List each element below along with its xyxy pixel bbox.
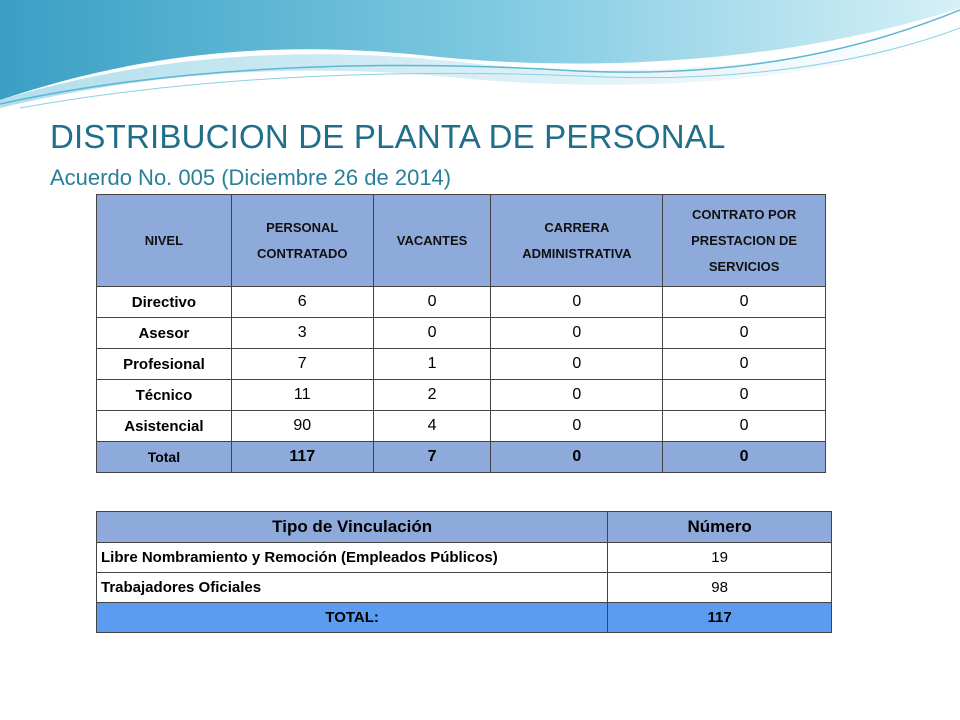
table-total-row	[97, 603, 832, 633]
table-row	[97, 318, 826, 349]
cell-value: 0	[491, 349, 663, 380]
cell-value: 19	[608, 543, 832, 573]
header-vacantes: VACANTES	[373, 195, 491, 287]
cell-value: 0	[663, 411, 826, 442]
header-tipo-vinculacion: Tipo de Vinculación	[97, 512, 608, 543]
table-row	[97, 543, 832, 573]
total-value: 117	[608, 603, 832, 633]
table-total-row	[97, 442, 826, 473]
row-label: Técnico	[97, 380, 232, 411]
header-personal-contratado: PERSONAL CONTRATADO	[231, 195, 373, 287]
cell-value: 0	[491, 411, 663, 442]
header-numero: Número	[608, 512, 832, 543]
total-label: TOTAL:	[97, 603, 608, 633]
row-label: Directivo	[97, 287, 232, 318]
personnel-distribution-table	[96, 194, 826, 473]
table-row	[97, 287, 826, 318]
cell-value: 0	[373, 318, 491, 349]
cell-value: 0	[373, 287, 491, 318]
row-label: Trabajadores Oficiales	[97, 573, 608, 603]
table-row	[97, 380, 826, 411]
decorative-waves	[0, 0, 960, 120]
header-contrato-prestacion: CONTRATO POR PRESTACION DE SERVICIOS	[663, 195, 826, 287]
vinculacion-table	[96, 511, 832, 633]
total-value: 0	[491, 442, 663, 473]
page-subtitle: Acuerdo No. 005 (Diciembre 26 de 2014)	[50, 165, 452, 190]
table-row	[97, 349, 826, 380]
cell-value: 3	[231, 318, 373, 349]
cell-value: 98	[608, 573, 832, 603]
cell-value: 0	[663, 287, 826, 318]
cell-value: 0	[491, 287, 663, 318]
cell-value: 7	[231, 349, 373, 380]
header-carrera-administrativa: CARRERA ADMINISTRATIVA	[491, 195, 663, 287]
cell-value: 0	[663, 380, 826, 411]
total-value: 7	[373, 442, 491, 473]
total-label: Total	[97, 442, 232, 473]
row-label: Asistencial	[97, 411, 232, 442]
table-header-row	[97, 512, 832, 543]
cell-value: 0	[491, 318, 663, 349]
table-row	[97, 411, 826, 442]
table-header-row	[97, 195, 826, 287]
row-label: Asesor	[97, 318, 232, 349]
cell-value: 6	[231, 287, 373, 318]
page-title: DISTRIBUCION DE PLANTA DE PERSONAL	[50, 118, 726, 155]
cell-value: 2	[373, 380, 491, 411]
header-nivel: NIVEL	[97, 195, 232, 287]
row-label: Libre Nombramiento y Remoción (Empleados Públicos)	[97, 543, 608, 573]
cell-value: 11	[231, 380, 373, 411]
cell-value: 90	[231, 411, 373, 442]
total-value: 117	[231, 442, 373, 473]
cell-value: 0	[663, 318, 826, 349]
table-row	[97, 573, 832, 603]
row-label: Profesional	[97, 349, 232, 380]
cell-value: 0	[663, 349, 826, 380]
cell-value: 0	[491, 380, 663, 411]
cell-value: 4	[373, 411, 491, 442]
total-value: 0	[663, 442, 826, 473]
cell-value: 1	[373, 349, 491, 380]
